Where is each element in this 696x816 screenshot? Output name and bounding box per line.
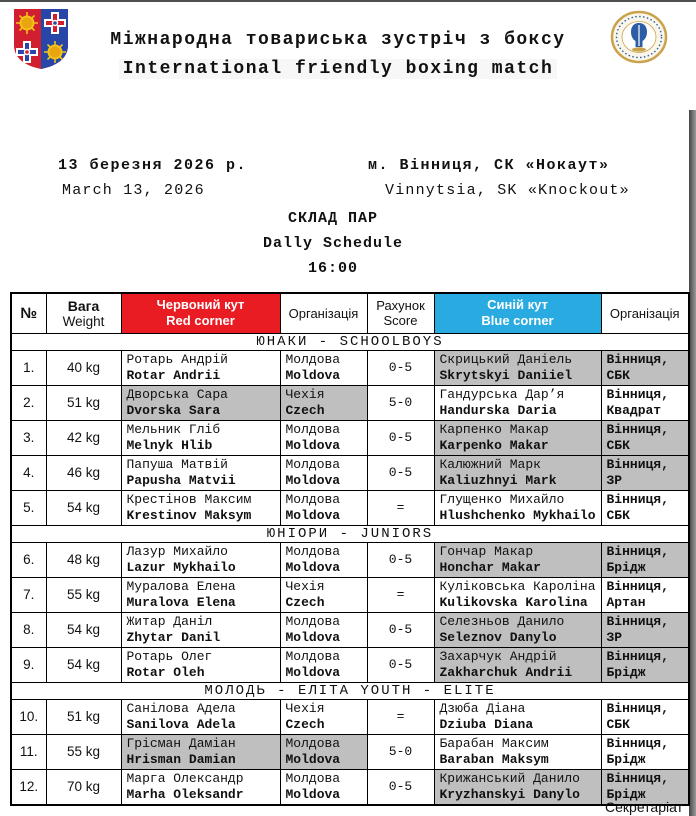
table-row	[11, 577, 689, 612]
weight-cell: 51 kg	[46, 385, 121, 420]
pairs-table	[10, 292, 690, 806]
title-english: International friendly boxing match	[119, 59, 558, 79]
red-corner-cell: Грісман Даміан Hrisman Damian	[121, 734, 280, 769]
blue-corner-cell: Карпенко Макар Karpenko Makar	[434, 420, 601, 455]
table-row	[11, 385, 689, 420]
header-red-corner: Червоний кут Red corner	[121, 293, 280, 333]
weight-cell: 48 kg	[46, 542, 121, 577]
blue-corner-cell: Барабан Максим Baraban Maksym	[434, 734, 601, 769]
red-corner-cell: Муралова Елена Muralova Elena	[121, 577, 280, 612]
event-date-ukrainian: 13 березня 2026 р.	[58, 157, 248, 174]
event-place-ukrainian: м. Вінниця, СК «Нокаут»	[368, 157, 610, 174]
red-org-cell: Молдова Moldova	[280, 769, 367, 805]
weight-cell: 54 kg	[46, 490, 121, 525]
weight-cell: 51 kg	[46, 699, 121, 734]
blue-corner-cell: Куліковська Кароліна Kulikovska Karolina	[434, 577, 601, 612]
header-blue-corner: Синій кут Blue corner	[434, 293, 601, 333]
blue-corner-cell: Селезньов Данило Seleznov Danylo	[434, 612, 601, 647]
bout-number-cell: 10.	[11, 699, 46, 734]
bout-number-cell: 1.	[11, 350, 46, 385]
header-weight: Вага Weight	[46, 293, 121, 333]
weight-cell: 55 kg	[46, 577, 121, 612]
table-row	[11, 734, 689, 769]
section-row	[11, 525, 689, 542]
score-cell: =	[367, 699, 434, 734]
red-corner-cell: Марга Олександр Marha Oleksandr	[121, 769, 280, 805]
red-corner-cell: Лазур Михайло Lazur Mykhailo	[121, 542, 280, 577]
blue-org-cell: Вінниця, Брідж	[601, 734, 689, 769]
table-row	[11, 420, 689, 455]
score-cell: =	[367, 490, 434, 525]
blue-corner-cell: Калюжний Марк Kaliuzhnyi Mark	[434, 455, 601, 490]
bout-number-cell: 5.	[11, 490, 46, 525]
header-score: Рахунок Score	[367, 293, 434, 333]
boxing-federation-logo-icon	[610, 10, 668, 64]
score-cell: =	[367, 577, 434, 612]
header-organization-left: Організація	[280, 293, 367, 333]
vinnytsia-coat-of-arms-icon	[12, 7, 70, 71]
red-org-cell: Молдова Moldova	[280, 455, 367, 490]
blue-org-cell: Вінниця, Брідж	[601, 769, 689, 805]
table-row	[11, 612, 689, 647]
red-org-cell: Молдова Moldova	[280, 490, 367, 525]
blue-org-cell: Вінниця, СБК	[601, 350, 689, 385]
red-org-cell: Молдова Moldova	[280, 542, 367, 577]
score-cell: 5-0	[367, 734, 434, 769]
red-org-cell: Молдова Moldova	[280, 350, 367, 385]
score-cell: 0-5	[367, 612, 434, 647]
red-corner-cell: Ротарь Олег Rotar Oleh	[121, 647, 280, 682]
table-row	[11, 699, 689, 734]
weight-cell: 54 kg	[46, 612, 121, 647]
section-row	[11, 682, 689, 699]
red-org-cell: Молдова Moldova	[280, 647, 367, 682]
secretariat-label: Секретаріат	[605, 799, 683, 815]
blue-org-cell: Вінниця, СБК	[601, 699, 689, 734]
schedule-title-ukrainian: СКЛАД ПАР	[287, 210, 378, 227]
red-corner-cell: Папуша Матвій Papusha Matvii	[121, 455, 280, 490]
score-cell: 0-5	[367, 769, 434, 805]
red-org-cell: Молдова Moldova	[280, 420, 367, 455]
blue-corner-cell: Крижанський Данило Kryzhanskyi Danylo	[434, 769, 601, 805]
table-row	[11, 490, 689, 525]
weight-cell: 70 kg	[46, 769, 121, 805]
weight-cell: 40 kg	[46, 350, 121, 385]
blue-corner-cell: Гандурська Дар’я Handurska Daria	[434, 385, 601, 420]
weight-cell: 42 kg	[46, 420, 121, 455]
table-header-row	[11, 293, 689, 333]
table-row	[11, 542, 689, 577]
score-cell: 5-0	[367, 385, 434, 420]
weight-cell: 55 kg	[46, 734, 121, 769]
section-row	[11, 333, 689, 350]
blue-corner-cell: Глущенко Михайло Hlushchenko Mykhailo	[434, 490, 601, 525]
bout-number-cell: 11.	[11, 734, 46, 769]
red-org-cell: Чехія Czech	[280, 577, 367, 612]
section-label: МОЛОДЬ - ЕЛІТА YOUTH - ELITE	[11, 682, 689, 699]
schedule-block	[148, 206, 518, 281]
bout-number-cell: 12.	[11, 769, 46, 805]
red-corner-cell: Дворська Сара Dvorska Sara	[121, 385, 280, 420]
blue-corner-cell: Захарчук Андрій Zakharchuk Andrii	[434, 647, 601, 682]
pairs-table-body	[11, 333, 689, 805]
blue-org-cell: Вінниця, Артан	[601, 577, 689, 612]
blue-org-cell: Вінниця, СБК	[601, 420, 689, 455]
blue-org-cell: Вінниця, Брідж	[601, 647, 689, 682]
blue-org-cell: Вінниця, ЗР	[601, 455, 689, 490]
red-org-cell: Чехія Czech	[280, 699, 367, 734]
weight-cell: 54 kg	[46, 647, 121, 682]
section-label: ЮНАКИ - SCHOOLBOYS	[11, 333, 689, 350]
bout-number-cell: 7.	[11, 577, 46, 612]
score-cell: 0-5	[367, 420, 434, 455]
bout-number-cell: 2.	[11, 385, 46, 420]
red-org-cell: Молдова Moldova	[280, 612, 367, 647]
event-date-english: March 13, 2026	[62, 182, 205, 199]
blue-org-cell: Вінниця, Квадрат	[601, 385, 689, 420]
header-number: №	[11, 293, 46, 333]
bout-number-cell: 4.	[11, 455, 46, 490]
page-right-edge-shadow	[689, 110, 696, 816]
score-cell: 0-5	[367, 647, 434, 682]
score-cell: 0-5	[367, 350, 434, 385]
section-label: ЮНІОРИ - JUNIORS	[11, 525, 689, 542]
weight-cell: 46 kg	[46, 455, 121, 490]
schedule-time: 16:00	[307, 260, 358, 277]
blue-corner-cell: Скрицький Даніель Skrytskyi Daniiel	[434, 350, 601, 385]
page-top-edge	[0, 0, 696, 2]
bout-number-cell: 3.	[11, 420, 46, 455]
red-corner-cell: Житар Даніл Zhytar Danil	[121, 612, 280, 647]
blue-org-cell: Вінниця, СБК	[601, 490, 689, 525]
event-place-english: Vinnytsia, SK «Knockout»	[385, 182, 630, 199]
blue-org-cell: Вінниця, Брідж	[601, 542, 689, 577]
title-ukrainian: Міжнародна товариська зустріч з боксу	[110, 30, 566, 50]
table-row	[11, 647, 689, 682]
document-title-block	[80, 30, 596, 79]
red-corner-cell: Мельник Гліб Melnyk Hlib	[121, 420, 280, 455]
score-cell: 0-5	[367, 455, 434, 490]
red-corner-cell: Крестінов Максим Krestinov Maksym	[121, 490, 280, 525]
red-org-cell: Чехія Czech	[280, 385, 367, 420]
red-corner-cell: Санілова Адела Sanilova Adela	[121, 699, 280, 734]
bout-number-cell: 9.	[11, 647, 46, 682]
table-row	[11, 455, 689, 490]
table-row	[11, 350, 689, 385]
red-corner-cell: Ротарь Андрій Rotar Andrii	[121, 350, 280, 385]
red-org-cell: Молдова Moldova	[280, 734, 367, 769]
blue-corner-cell: Гончар Макар Honchar Makar	[434, 542, 601, 577]
bout-number-cell: 8.	[11, 612, 46, 647]
header-organization-right: Організація	[601, 293, 689, 333]
bout-number-cell: 6.	[11, 542, 46, 577]
score-cell: 0-5	[367, 542, 434, 577]
blue-org-cell: Вінниця, ЗР	[601, 612, 689, 647]
blue-corner-cell: Дзюба Діана Dziuba Diana	[434, 699, 601, 734]
schedule-title-english: Dally Schedule	[262, 235, 404, 252]
